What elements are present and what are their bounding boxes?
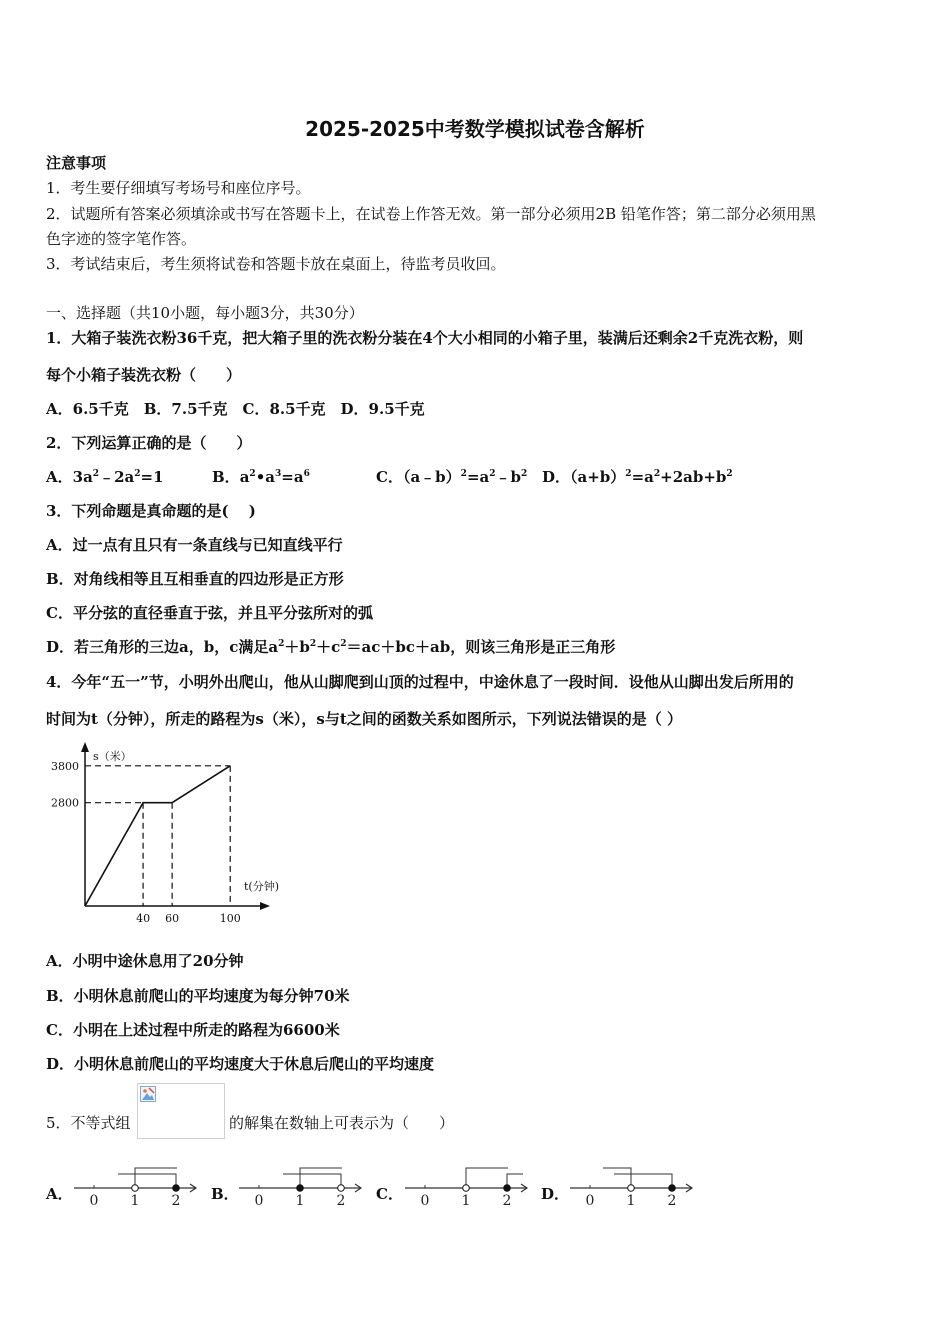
number-line-a: [72, 1162, 202, 1210]
q2-option-a: A．$3a^2﹣2a^2=1$: [46, 468, 164, 486]
section-heading: 一、选择题（共10小题，每小题3分，共30分）: [46, 304, 364, 322]
q5-option-a-label: A．: [46, 1185, 73, 1203]
endpoint-2: [669, 1185, 676, 1192]
number-line-tick-label: 2: [336, 1193, 346, 1209]
q3-option-b: B．对角线相等且互相垂直的四边形是正方形: [46, 570, 344, 588]
q2-option-d: D．$(a+b)^2=a^2+2ab+b^2$: [542, 468, 733, 486]
number-line-tick-label: 1: [295, 1193, 305, 1209]
x-axis-arrow: [260, 902, 270, 910]
number-line-tick-label: 1: [626, 1193, 636, 1209]
q3-option-d: D．若三角形的三边a，b，c满足$a^2+b^2+c^2=ac+bc+ab$，则该三角形是正三角形: [46, 638, 616, 656]
number-line-c: [403, 1162, 533, 1210]
y-axis-arrow: [81, 742, 89, 752]
endpoint-2: [338, 1185, 345, 1192]
q2-option-c: C．$(a﹣b)^2=a^2﹣b^2$: [376, 468, 528, 486]
broken-image-icon: [140, 1086, 156, 1102]
y-tick-label: 3800: [51, 759, 79, 773]
q3-stem: 3．下列命题是真命题的是( ): [46, 502, 256, 520]
number-line-tick-label: 0: [420, 1193, 430, 1209]
notice-heading: 注意事项: [46, 154, 107, 172]
endpoint-1: [628, 1185, 635, 1192]
q4-option-a: A．小明中途休息用了20分钟: [46, 952, 244, 970]
number-line-tick-label: 0: [585, 1193, 595, 1209]
q1-stem-line1: 1．大箱子装洗衣粉36千克，把大箱子里的洗衣粉分装在4个大小相同的小箱子里，装满后还剩余2千克洗衣粉，则: [46, 329, 804, 347]
number-line-tick-label: 2: [171, 1193, 181, 1209]
q3-option-a: A．过一点有且只有一条直线与已知直线平行: [46, 536, 343, 554]
q2-stem: 2．下列运算正确的是（ ）: [46, 434, 252, 452]
solution-ray-1: [135, 1168, 177, 1188]
solution-ray-2: [614, 1174, 672, 1188]
x-tick-label: 60: [165, 912, 180, 925]
number-line-tick-label: 0: [89, 1193, 99, 1209]
q5-option-d-label: D．: [541, 1185, 570, 1203]
number-line-d: [568, 1162, 698, 1210]
notice-item-2: 2．试题所有答案必须填涂或书写在答题卡上，在试卷上作答无效。第一部分必须用2B 铅笔作答；第二部分必须用黑: [46, 205, 816, 223]
solution-ray-1: [603, 1168, 631, 1188]
q5-option-b-label: B．: [211, 1185, 239, 1203]
number-line-tick-label: 1: [130, 1193, 140, 1209]
q4-stem-line2: 时间为t（分钟），所走的路程为s（米），s与t之间的函数关系如图所示，下列说法错误的是（ ）: [46, 710, 682, 728]
notice-item-1: 1．考生要仔细填写考场号和座位序号。: [46, 179, 311, 197]
q5-stem-post: 的解集在数轴上可表示为（ ）: [229, 1114, 455, 1132]
solution-ray-1: [466, 1168, 508, 1188]
q3-option-c: C．平分弦的直径垂直于弦，并且平分弦所对的弧: [46, 604, 373, 622]
q5-option-c-label: C．: [376, 1185, 403, 1203]
q2-option-b: B．$a^2•a^3=a^6$: [212, 468, 310, 486]
inequality-system-image: [137, 1083, 225, 1139]
q4-option-b: B．小明休息前爬山的平均速度为每分钟70米: [46, 987, 350, 1005]
series-line: [85, 766, 230, 906]
q4-stem-line1: 4．今年“五一”节，小明外出爬山，他从山脚爬到山顶的过程中，中途休息了一段时间．设他从山脚出发后所用的: [46, 673, 794, 691]
solution-ray-2: [283, 1174, 341, 1188]
x-axis-label: t(分钟): [244, 880, 280, 893]
endpoint-1: [297, 1185, 304, 1192]
document-title: 2025-2025中考数学模拟试卷含解析: [305, 117, 645, 141]
notice-item-2-cont: 色字迹的签字笔作答。: [46, 230, 197, 248]
q1-stem-line2: 每个小箱子装洗衣粉（ ）: [46, 366, 242, 384]
solution-ray-1: [300, 1168, 342, 1188]
number-line-tick-label: 2: [667, 1193, 677, 1209]
solution-ray-2: [118, 1174, 176, 1188]
x-tick-label: 40: [136, 912, 151, 925]
q1-options: A．6.5千克 B．7.5千克 C．8.5千克 D．9.5千克: [46, 400, 425, 418]
y-tick-label: 2800: [51, 796, 79, 810]
notice-item-3: 3．考试结束后，考生须将试卷和答题卡放在桌面上，待监考员收回。: [46, 255, 506, 273]
number-line-b: [237, 1162, 367, 1210]
number-line-tick-label: 1: [461, 1193, 471, 1209]
endpoint-1: [132, 1185, 139, 1192]
endpoint-2: [504, 1185, 511, 1192]
q5-stem-pre: 5．不等式组: [46, 1114, 131, 1132]
number-line-tick-label: 2: [502, 1193, 512, 1209]
distance-time-chart: [40, 740, 290, 930]
endpoint-2: [173, 1185, 180, 1192]
y-axis-label: s（米）: [93, 750, 132, 763]
q4-option-c: C．小明在上述过程中所走的路程为6600米: [46, 1021, 340, 1039]
q4-option-d: D．小明休息前爬山的平均速度大于休息后爬山的平均速度: [46, 1055, 435, 1073]
endpoint-1: [463, 1185, 470, 1192]
x-tick-label: 100: [219, 912, 241, 925]
number-line-tick-label: 0: [254, 1193, 264, 1209]
